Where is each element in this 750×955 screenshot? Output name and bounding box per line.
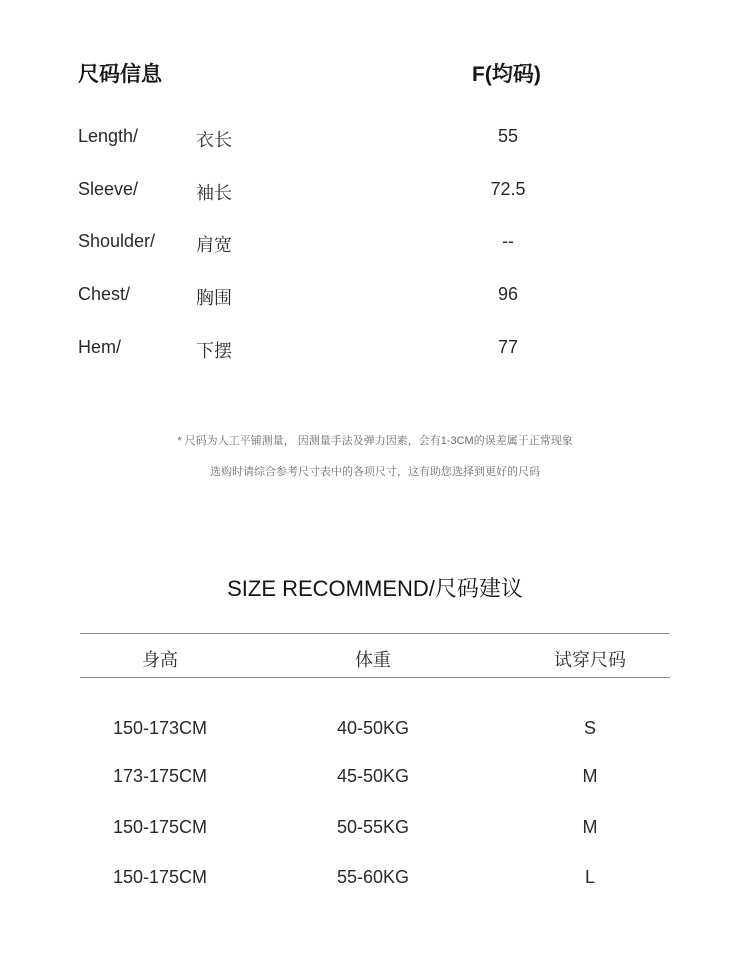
table-header-divider: [80, 677, 670, 678]
cell-size: L: [584, 867, 595, 887]
cell-weight: 40-50KG: [336, 718, 410, 738]
cell-height: 150-175CM: [112, 817, 208, 837]
header-weight: 体重: [355, 650, 391, 670]
size-info-title: 尺码信息: [78, 63, 162, 86]
measure-label-en: Hem/: [78, 337, 122, 357]
size-column-header: F(均码): [472, 63, 541, 86]
measure-value: 77: [497, 337, 519, 357]
measure-value: 96: [497, 284, 519, 304]
measure-label-cn: 袖长: [196, 183, 232, 203]
cell-weight: 50-55KG: [336, 817, 410, 837]
cell-size: S: [583, 718, 596, 738]
measure-value: --: [502, 231, 514, 251]
cell-size: M: [582, 766, 598, 786]
table-top-divider: [80, 633, 670, 634]
measure-value: 55: [497, 126, 519, 146]
header-size: 试穿尺码: [554, 650, 626, 670]
note-line: 选购时请综合参考尺寸表中的各项尺寸，这有助您选择到更好的尺码: [210, 466, 540, 478]
measure-label-cn: 衣长: [196, 130, 232, 150]
measure-label-cn: 肩宽: [196, 235, 232, 255]
measure-label-cn: 胸围: [196, 288, 232, 308]
header-height: 身高: [142, 650, 178, 670]
size-recommend-title: SIZE RECOMMEND/尺码建议: [227, 576, 523, 601]
cell-height: 150-173CM: [112, 718, 208, 738]
measure-label-en: Chest/: [78, 284, 131, 304]
cell-weight: 55-60KG: [336, 867, 410, 887]
measure-label-en: Shoulder/: [78, 231, 156, 251]
cell-weight: 45-50KG: [336, 766, 410, 786]
cell-height: 173-175CM: [112, 766, 208, 786]
measure-label-cn: 下摆: [196, 341, 232, 361]
measure-label-en: Length/: [78, 126, 139, 146]
cell-height: 150-175CM: [112, 867, 208, 887]
measure-value: 72.5: [490, 179, 526, 199]
cell-size: M: [582, 817, 598, 837]
note-line: * 尺码为人工平铺测量， 因测量手法及弹力因素，会有1-3CM的误差属于正常现象: [177, 435, 573, 447]
measure-label-en: Sleeve/: [78, 179, 139, 199]
